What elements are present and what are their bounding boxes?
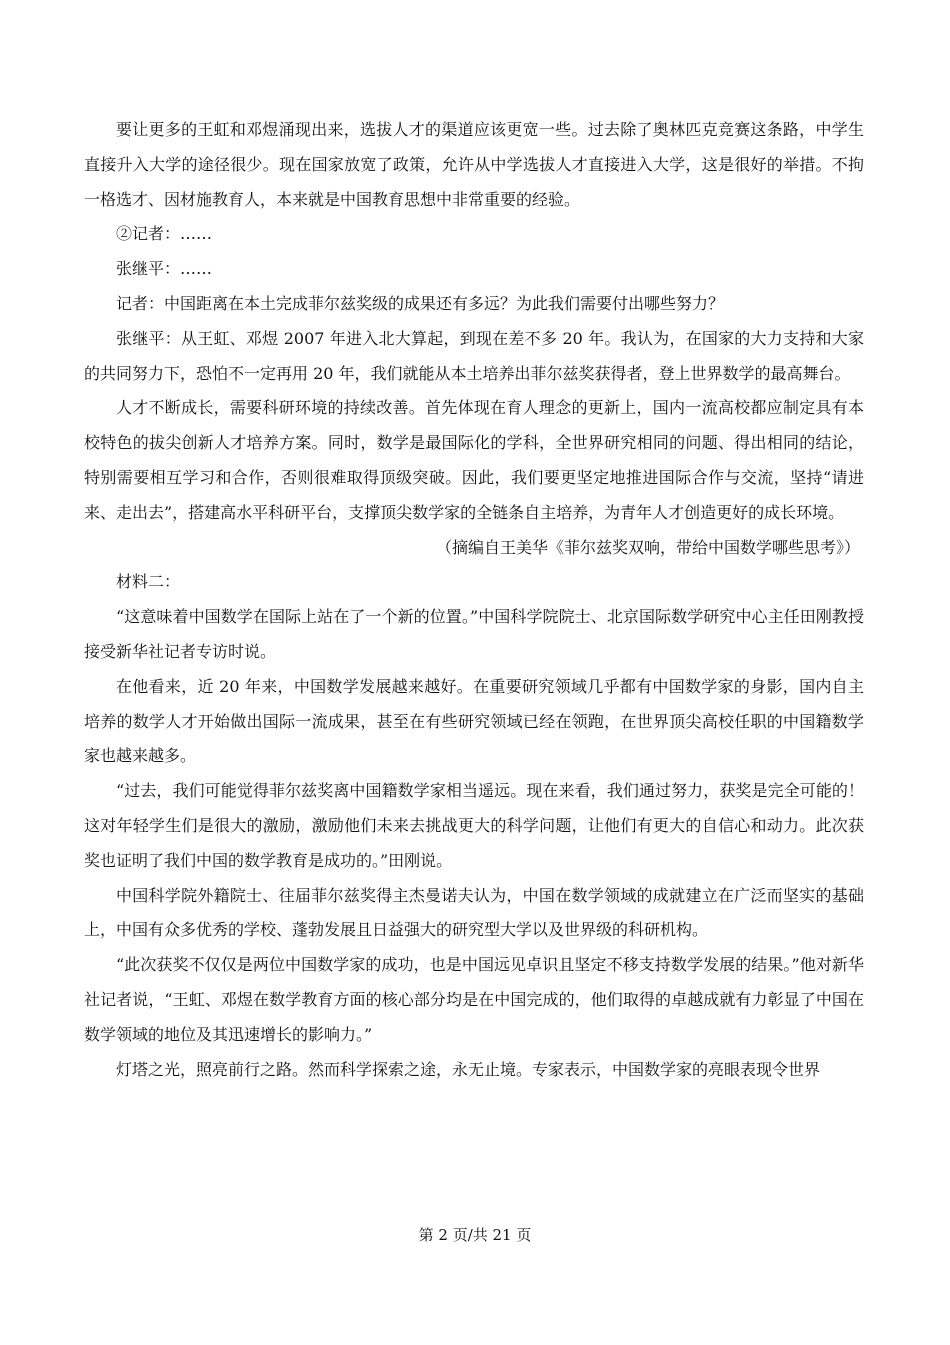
- paragraph-lighthouse: 灯塔之光，照亮前行之路。然而科学探索之途，永无止境。专家表示，中国数学家的亮眼表现令世界: [116, 1059, 821, 1079]
- article-body: [84, 113, 864, 1087]
- paragraph-development: 在他看来，近 20 年来，中国数学发展越来越好。在重要研究领域几乎都有中国数学家的身影，国内自主培养的数学人才开始做出国际一流成果，甚至在有些研究领域已经在领跑，在世界顶尖高校任职的中国籍数学家也越来越多。: [84, 676, 864, 766]
- page-footer: 第 2 页/共 21 页: [418, 1226, 532, 1244]
- paragraph-zhang-answer-2: 张继平：……: [116, 259, 213, 279]
- paragraph-talent-channel: 要让更多的王虹和邓煜涌现出来，选拔人才的渠道应该更宽一些。过去除了奥林匹克竞赛这条路，中学生直接升入大学的途径很少。现在国家放宽了政策，允许从中学选拔人才直接进入大学，这是很好的举措。不拘一格选才、因材施教育人，本来就是中国教育思想中非常重要的经验。: [84, 120, 864, 209]
- paragraph-zhang-answer-3: 张继平：从王虹、邓煜 2007 年进入北大算起，到现在差不多 20 年。我认为，在国家的大力支持和大家的共同努力下，恐怕不一定再用 20 年，我们就能从本土培养出菲尔兹奖获得者，登上世界数学的最高舞台。: [84, 328, 864, 383]
- source-citation: （摘编自王美华《菲尔兹奖双响，带给中国数学哪些思考》）: [435, 537, 860, 557]
- paragraph-foreign-academician: 中国科学院外籍院士、往届菲尔兹奖得主杰曼诺夫认为，中国在数学领域的成就建立在广泛而坚实的基础上，中国有众多优秀的学校、蓬勃发展且日益强大的研究型大学以及世界级的科研机构。: [84, 885, 864, 940]
- paragraph-reporter-question-2: ②记者：……: [116, 224, 213, 244]
- paragraph-research-environment: 人才不断成长，需要科研环境的持续改善。首先体现在育人理念的更新上，国内一流高校都应制定具有本校特色的拔尖创新人才培养方案。同时，数学是最国际化的学科，全世界研究相同的问题、得出相同的结论，特别需要相互学习和合作，否则很难取得顶级突破。因此，我们要更坚定地推进国际合作与交流，坚持“请进来、走出去”，搭建高水平科研平台，支撑顶尖数学家的全链条自主培养，为青年人才创造更好的成长环境。: [84, 398, 864, 522]
- section-heading-material-2: 材料二：: [116, 572, 181, 592]
- paragraph-tian-gang-quote: “这意味着中国数学在国际上站在了一个新的位置。”中国科学院院士、北京国际数学研究中心主任田刚教授接受新华社记者专访时说。: [84, 607, 864, 661]
- paragraph-award-significance: “此次获奖不仅仅是两位中国数学家的成功，也是中国远见卓识且坚定不移支持数学发展的结果。”他对新华社记者说，“王虹、邓煜在数学教育方面的核心部分均是在中国完成的，他们取得的卓越成就有力彰显了中国在数学领域的地位及其迅速增长的影响力。”: [84, 955, 864, 1044]
- paragraph-reporter-question-3: 记者：中国距离在本土完成菲尔兹奖级的成果还有多远？为此我们需要付出哪些努力？: [116, 293, 725, 313]
- paragraph-encouragement: “过去，我们可能觉得菲尔兹奖离中国籍数学家相当遥远。现在来看，我们通过努力，获奖是完全可能的！这对年轻学生们是很大的激励，激励他们未来去挑战更大的科学问题，让他们有更大的自信心和动力。此次获奖也证明了我们中国的数学教育是成功的。”田刚说。: [84, 781, 864, 870]
